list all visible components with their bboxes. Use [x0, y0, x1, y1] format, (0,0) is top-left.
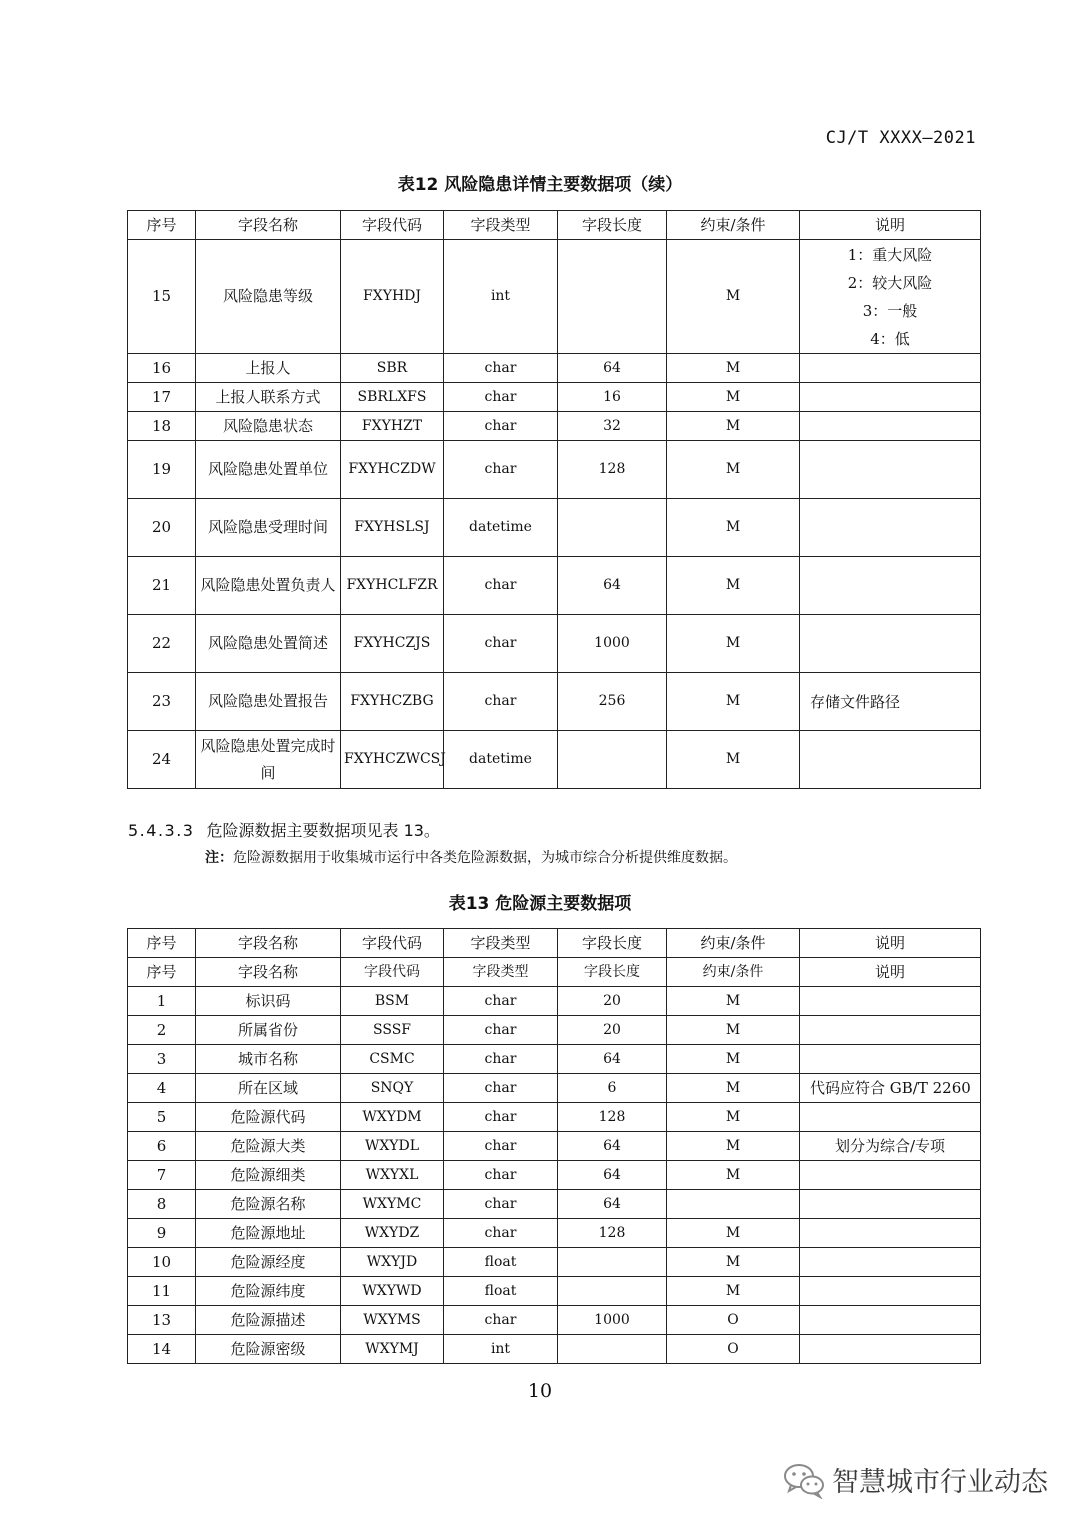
- constraint: O: [667, 1306, 800, 1335]
- field-code: WXYMC: [341, 1190, 444, 1219]
- field-name: 风险隐患处置单位: [196, 441, 341, 499]
- field-length: 128: [558, 441, 667, 499]
- description-line: 代码应符合 GB/T 2260: [810, 1079, 971, 1097]
- field-name: 所属省份: [196, 1016, 341, 1045]
- constraint: M: [667, 412, 800, 441]
- field-name: 危险源经度: [196, 1248, 341, 1277]
- field-code: SNQY: [341, 1074, 444, 1103]
- field-length: 32: [558, 412, 667, 441]
- constraint: M: [667, 1161, 800, 1190]
- table-row: [128, 441, 981, 499]
- field-code: FXYHZT: [341, 412, 444, 441]
- row-number: 16: [128, 354, 196, 383]
- field-name: 上报人: [196, 354, 341, 383]
- watermark: [782, 1460, 1048, 1499]
- field-name: 字段名称: [196, 958, 341, 987]
- column-header: 字段长度: [558, 929, 667, 958]
- field-length: 256: [558, 673, 667, 731]
- table-header-row: [128, 929, 981, 958]
- description: [800, 412, 981, 441]
- field-name: 风险隐患处置完成时间: [196, 731, 341, 789]
- field-name: 上报人联系方式: [196, 383, 341, 412]
- field-type: char: [444, 1161, 558, 1190]
- column-header: 序号: [128, 211, 196, 240]
- field-type: 字段类型: [444, 958, 558, 987]
- field-name: 危险源纬度: [196, 1277, 341, 1306]
- constraint: M: [667, 615, 800, 673]
- row-number: 13: [128, 1306, 196, 1335]
- constraint: M: [667, 383, 800, 412]
- description: [800, 383, 981, 412]
- field-length: 64: [558, 1045, 667, 1074]
- field-type: char: [444, 557, 558, 615]
- row-number: 20: [128, 499, 196, 557]
- field-type: char: [444, 615, 558, 673]
- table-row: [128, 1248, 981, 1277]
- field-name: 所在区域: [196, 1074, 341, 1103]
- column-header: 字段代码: [341, 211, 444, 240]
- row-number: 8: [128, 1190, 196, 1219]
- field-code: FXYHCZDW: [341, 441, 444, 499]
- field-name: 危险源名称: [196, 1190, 341, 1219]
- description: [800, 615, 981, 673]
- row-number: 4: [128, 1074, 196, 1103]
- field-type: float: [444, 1248, 558, 1277]
- field-length: [558, 499, 667, 557]
- wechat-icon: [782, 1461, 826, 1499]
- table-row: [128, 1190, 981, 1219]
- table-row: [128, 383, 981, 412]
- table-row: [128, 557, 981, 615]
- table-row: [128, 1016, 981, 1045]
- row-number: 23: [128, 673, 196, 731]
- description: [800, 240, 981, 354]
- row-number: 10: [128, 1248, 196, 1277]
- field-type: char: [444, 1190, 558, 1219]
- description: [800, 499, 981, 557]
- field-code: WXYJD: [341, 1248, 444, 1277]
- field-length: [558, 1335, 667, 1364]
- table-row: [128, 1161, 981, 1190]
- row-number: 序号: [128, 958, 196, 987]
- description: [800, 731, 981, 789]
- column-header: 说明: [800, 929, 981, 958]
- constraint: M: [667, 731, 800, 789]
- field-length: 16: [558, 383, 667, 412]
- table-row: [128, 1306, 981, 1335]
- row-number: 21: [128, 557, 196, 615]
- table-row: [128, 958, 981, 987]
- row-number: 1: [128, 987, 196, 1016]
- description: [800, 1248, 981, 1277]
- field-code: FXYHCZBG: [341, 673, 444, 731]
- field-code: SBR: [341, 354, 444, 383]
- field-type: char: [444, 1103, 558, 1132]
- description: [800, 1190, 981, 1219]
- table-row: [128, 1335, 981, 1364]
- field-code: SSSF: [341, 1016, 444, 1045]
- field-length: 128: [558, 1103, 667, 1132]
- constraint: M: [667, 1219, 800, 1248]
- field-type: datetime: [444, 499, 558, 557]
- description: [800, 1103, 981, 1132]
- field-length: 128: [558, 1219, 667, 1248]
- standard-code: CJ/T XXXX—2021: [825, 128, 976, 148]
- description: [800, 1132, 981, 1161]
- row-number: 19: [128, 441, 196, 499]
- field-type: char: [444, 987, 558, 1016]
- column-header: 字段类型: [444, 929, 558, 958]
- table-row: [128, 354, 981, 383]
- description-line: 4：低: [870, 329, 910, 348]
- field-code: WXYMS: [341, 1306, 444, 1335]
- column-header: 说明: [800, 211, 981, 240]
- row-number: 5: [128, 1103, 196, 1132]
- field-length: 64: [558, 557, 667, 615]
- description-line: 3：一般: [862, 301, 918, 320]
- table-row: [128, 1132, 981, 1161]
- column-header: 字段名称: [196, 211, 341, 240]
- clause-5-4-3-3: [128, 818, 440, 841]
- constraint: M: [667, 673, 800, 731]
- field-name: 危险源代码: [196, 1103, 341, 1132]
- field-type: char: [444, 1306, 558, 1335]
- field-type: char: [444, 1219, 558, 1248]
- field-code: BSM: [341, 987, 444, 1016]
- field-name: 城市名称: [196, 1045, 341, 1074]
- field-type: char: [444, 354, 558, 383]
- table-row: [128, 240, 981, 354]
- field-length: [558, 240, 667, 354]
- constraint: M: [667, 354, 800, 383]
- field-name: 风险隐患状态: [196, 412, 341, 441]
- column-header: 字段类型: [444, 211, 558, 240]
- clause-text: 危险源数据主要数据项见表 13。: [206, 821, 440, 840]
- field-length: 64: [558, 1132, 667, 1161]
- field-type: char: [444, 383, 558, 412]
- clause-note: [205, 847, 737, 867]
- table-row: [128, 1045, 981, 1074]
- description-line: 说明: [874, 963, 905, 981]
- table-row: [128, 499, 981, 557]
- description: [800, 441, 981, 499]
- table-12-caption: 表12 风险隐患详情主要数据项（续）: [397, 175, 683, 195]
- field-code: FXYHCLFZR: [341, 557, 444, 615]
- clause-number: 5.4.3.3: [128, 821, 195, 840]
- field-name: 危险源细类: [196, 1161, 341, 1190]
- description-line: 2：较大风险: [847, 273, 933, 292]
- field-length: [558, 1277, 667, 1306]
- constraint: M: [667, 1103, 800, 1132]
- field-length: 64: [558, 354, 667, 383]
- field-code: FXYHCZWCSJ: [341, 731, 444, 789]
- field-code: SBRLXFS: [341, 383, 444, 412]
- description: [800, 1306, 981, 1335]
- constraint: [667, 1190, 800, 1219]
- table-row: [128, 1277, 981, 1306]
- table-row: [128, 731, 981, 789]
- row-number: 17: [128, 383, 196, 412]
- field-type: char: [444, 673, 558, 731]
- page-number: 10: [527, 1380, 553, 1402]
- description: [800, 673, 981, 731]
- constraint: M: [667, 1277, 800, 1306]
- field-code: FXYHSLSJ: [341, 499, 444, 557]
- field-type: char: [444, 1016, 558, 1045]
- field-length: 1000: [558, 615, 667, 673]
- description: [800, 557, 981, 615]
- field-code: CSMC: [341, 1045, 444, 1074]
- table-header-row: [128, 211, 981, 240]
- field-code: WXYDL: [341, 1132, 444, 1161]
- table-row: [128, 987, 981, 1016]
- field-length: [558, 731, 667, 789]
- row-number: 6: [128, 1132, 196, 1161]
- row-number: 14: [128, 1335, 196, 1364]
- constraint: M: [667, 499, 800, 557]
- column-header: 字段代码: [341, 929, 444, 958]
- table-row: [128, 1219, 981, 1248]
- column-header: 字段长度: [558, 211, 667, 240]
- table-13: [127, 928, 981, 1364]
- column-header: 字段名称: [196, 929, 341, 958]
- row-number: 3: [128, 1045, 196, 1074]
- watermark-text: 智慧城市行业动态: [832, 1467, 1048, 1498]
- field-name: 危险源描述: [196, 1306, 341, 1335]
- field-type: datetime: [444, 731, 558, 789]
- constraint: M: [667, 557, 800, 615]
- note-text: 危险源数据用于收集城市运行中各类危险源数据，为城市综合分析提供维度数据。: [233, 850, 737, 866]
- field-code: FXYHCZJS: [341, 615, 444, 673]
- constraint: M: [667, 1074, 800, 1103]
- description: [800, 1335, 981, 1364]
- description: [800, 987, 981, 1016]
- field-name: 危险源密级: [196, 1335, 341, 1364]
- row-number: 24: [128, 731, 196, 789]
- field-code: 字段代码: [341, 958, 444, 987]
- row-number: 2: [128, 1016, 196, 1045]
- field-length: 20: [558, 987, 667, 1016]
- description: [800, 354, 981, 383]
- row-number: 7: [128, 1161, 196, 1190]
- table-row: [128, 412, 981, 441]
- constraint: M: [667, 1248, 800, 1277]
- field-length: 64: [558, 1161, 667, 1190]
- description: [800, 1219, 981, 1248]
- field-code: WXYDZ: [341, 1219, 444, 1248]
- field-name: 风险隐患处置负责人: [196, 557, 341, 615]
- field-length: [558, 1248, 667, 1277]
- field-length: 6: [558, 1074, 667, 1103]
- field-code: WXYMJ: [341, 1335, 444, 1364]
- constraint: M: [667, 1016, 800, 1045]
- field-type: char: [444, 1045, 558, 1074]
- constraint: 约束/条件: [667, 958, 800, 987]
- column-header: 序号: [128, 929, 196, 958]
- row-number: 18: [128, 412, 196, 441]
- field-type: int: [444, 240, 558, 354]
- field-type: float: [444, 1277, 558, 1306]
- field-name: 风险隐患受理时间: [196, 499, 341, 557]
- constraint: M: [667, 987, 800, 1016]
- description-line: 1：重大风险: [847, 245, 933, 264]
- field-name: 危险源大类: [196, 1132, 341, 1161]
- field-type: char: [444, 1074, 558, 1103]
- constraint: M: [667, 1132, 800, 1161]
- constraint: O: [667, 1335, 800, 1364]
- field-name: 风险隐患等级: [196, 240, 341, 354]
- table-row: [128, 1074, 981, 1103]
- note-label: 注：: [205, 850, 233, 866]
- description-line: 划分为综合/专项: [834, 1137, 946, 1155]
- field-type: char: [444, 412, 558, 441]
- field-length: 1000: [558, 1306, 667, 1335]
- field-type: char: [444, 1132, 558, 1161]
- table-row: [128, 1103, 981, 1132]
- table-row: [128, 615, 981, 673]
- column-header: 约束/条件: [667, 929, 800, 958]
- description: [800, 1045, 981, 1074]
- description: [800, 1277, 981, 1306]
- field-code: FXYHDJ: [341, 240, 444, 354]
- field-name: 风险隐患处置报告: [196, 673, 341, 731]
- field-name: 危险源地址: [196, 1219, 341, 1248]
- constraint: M: [667, 441, 800, 499]
- row-number: 15: [128, 240, 196, 354]
- field-length: 20: [558, 1016, 667, 1045]
- field-code: WXYXL: [341, 1161, 444, 1190]
- field-code: WXYDM: [341, 1103, 444, 1132]
- field-name: 风险隐患处置简述: [196, 615, 341, 673]
- description: [800, 1074, 981, 1103]
- row-number: 9: [128, 1219, 196, 1248]
- column-header: 约束/条件: [667, 211, 800, 240]
- table-row: [128, 673, 981, 731]
- field-length: 字段长度: [558, 958, 667, 987]
- row-number: 11: [128, 1277, 196, 1306]
- description: [800, 1016, 981, 1045]
- table-12: [127, 210, 981, 789]
- row-number: 22: [128, 615, 196, 673]
- field-code: WXYWD: [341, 1277, 444, 1306]
- field-type: char: [444, 441, 558, 499]
- description: [800, 958, 981, 987]
- field-name: 标识码: [196, 987, 341, 1016]
- table-13-caption: 表13 危险源主要数据项: [448, 894, 632, 914]
- constraint: M: [667, 240, 800, 354]
- field-length: 64: [558, 1190, 667, 1219]
- field-type: int: [444, 1335, 558, 1364]
- description: [800, 1161, 981, 1190]
- description-line: 存储文件路径: [810, 692, 901, 711]
- constraint: M: [667, 1045, 800, 1074]
